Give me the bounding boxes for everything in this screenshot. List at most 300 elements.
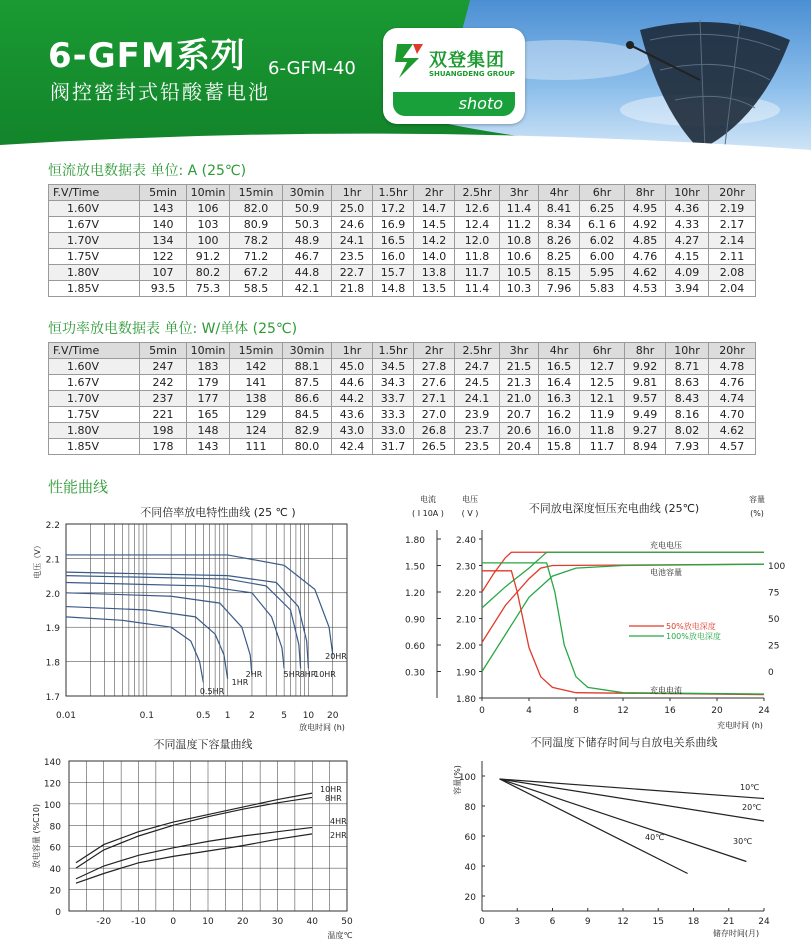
table-cell: 2.11	[709, 249, 756, 265]
table-cell: 87.5	[283, 375, 332, 391]
table-cell: 1.80V	[49, 423, 140, 439]
table-header-cell: 10hr	[666, 343, 709, 359]
table-cell: 11.4	[455, 281, 500, 297]
capacity-tick-label: 0	[768, 668, 774, 678]
table-cell: 25.0	[332, 201, 373, 217]
table-cell: 4.70	[709, 407, 756, 423]
series-line	[76, 827, 312, 878]
table-cell: 34.5	[373, 359, 414, 375]
table-cell: 221	[140, 407, 187, 423]
table-header-cell: 10min	[187, 343, 230, 359]
table-header-cell: 10hr	[666, 185, 709, 201]
x-tick-label: 21	[723, 917, 735, 927]
table-cell: 9.81	[625, 375, 666, 391]
series-line	[76, 797, 312, 868]
table-cell: 1.60V	[49, 359, 140, 375]
legend-label: 50%放电深度	[666, 622, 716, 631]
series-line	[482, 564, 764, 671]
x-tick-label: 18	[687, 917, 700, 927]
capacity-tick-label: 25	[768, 641, 780, 652]
table-row	[49, 249, 756, 265]
page-title: 6-GFM系列	[48, 36, 246, 76]
table-cell: 12.1	[580, 391, 625, 407]
series-label: 10HR	[314, 670, 336, 679]
y-tick-label: 120	[43, 779, 61, 790]
series-label: 10HR	[320, 785, 342, 794]
series-label: 2HR	[245, 670, 263, 679]
table-row	[49, 201, 756, 217]
table-cell: 27.0	[414, 407, 455, 423]
table-cell: 23.5	[455, 439, 500, 455]
table-header-cell: 15min	[230, 343, 283, 359]
table-cell: 86.6	[283, 391, 332, 407]
series-line	[500, 779, 764, 821]
y-tick-label: 80	[464, 803, 476, 813]
table-cell: 13.8	[414, 265, 455, 281]
series-label: 4HR	[330, 817, 347, 826]
x-tick-label: 3	[514, 917, 521, 927]
x-tick-label: 8	[573, 706, 579, 716]
y-tick-label: 2.2	[45, 521, 60, 531]
table-header-cell: 1.5hr	[373, 343, 414, 359]
voltage-tick-label: 2.20	[455, 589, 476, 599]
table-cell: 242	[140, 375, 187, 391]
y-tick-label: 1.8	[45, 658, 60, 669]
series-line	[482, 563, 764, 694]
voltage-axis-unit: ( V )	[461, 509, 479, 518]
table-cell: 4.09	[666, 265, 709, 281]
capacity-tick-label: 75	[768, 588, 780, 599]
table-cell: 27.1	[414, 391, 455, 407]
table-cell: 2.17	[709, 217, 756, 233]
company-logo	[383, 28, 525, 124]
y-tick-label: 2.0	[45, 589, 60, 600]
table-cell: 14.8	[373, 281, 414, 297]
table-cell: 134	[140, 233, 187, 249]
table-cell: 33.3	[373, 407, 414, 423]
current-tick-label: 1.20	[404, 589, 425, 599]
table-cell: 33.7	[373, 391, 414, 407]
table-cell: 23.5	[332, 249, 373, 265]
table-cell: 16.2	[539, 407, 580, 423]
current-tick-label: 1.50	[404, 562, 425, 573]
table-cell: 8.25	[539, 249, 580, 265]
table-header-cell: 3hr	[500, 185, 539, 201]
table-cell: 10.8	[500, 233, 539, 249]
table-cell: 8.71	[666, 359, 709, 375]
table-cell: 11.8	[455, 249, 500, 265]
x-tick-label: 24	[758, 706, 770, 716]
table-cell: 103	[187, 217, 230, 233]
table-cell: 4.57	[709, 439, 756, 455]
x-tick-label: 12	[617, 706, 629, 716]
table-cell: 4.74	[709, 391, 756, 407]
voltage-axis-label: 电压	[462, 495, 478, 504]
table-cell: 148	[187, 423, 230, 439]
table-cell: 91.2	[187, 249, 230, 265]
x-tick-label: 50	[341, 917, 353, 927]
table-cell: 27.8	[414, 359, 455, 375]
table-cell: 16.5	[373, 233, 414, 249]
table-cell: 16.4	[539, 375, 580, 391]
table-cell: 8.26	[539, 233, 580, 249]
table-cell: 2.19	[709, 201, 756, 217]
table-cell: 31.7	[373, 439, 414, 455]
table-cell: 1.85V	[49, 439, 140, 455]
table-header-cell: 1hr	[332, 185, 373, 201]
x-tick-label: 0.1	[139, 711, 154, 721]
table-cell: 7.93	[666, 439, 709, 455]
x-tick-label: 10	[302, 711, 315, 721]
voltage-tick-label: 1.80	[455, 695, 476, 705]
x-tick-label: 20	[327, 711, 339, 721]
table-cell: 4.76	[625, 249, 666, 265]
table-cell: 12.7	[580, 359, 625, 375]
table-cell: 179	[187, 375, 230, 391]
table-cell: 13.5	[414, 281, 455, 297]
table-header-cell: 15min	[230, 185, 283, 201]
table-header-cell: 4hr	[539, 343, 580, 359]
performance-curves-title: 性能曲线	[48, 478, 109, 496]
table-cell: 6.00	[580, 249, 625, 265]
x-tick-label: 12	[617, 917, 629, 927]
table-cell: 143	[187, 439, 230, 455]
table-cell: 93.5	[140, 281, 187, 297]
x-tick-label: 24	[758, 917, 770, 927]
table-cell: 8.94	[625, 439, 666, 455]
x-tick-label: 1	[224, 711, 231, 721]
table-cell: 1.70V	[49, 233, 140, 249]
y-axis-label: 容量(%)	[453, 765, 462, 795]
x-tick-label: 0	[479, 917, 485, 927]
table-cell: 46.7	[283, 249, 332, 265]
voltage-tick-label: 2.10	[455, 615, 476, 626]
table-cell: 6.1 6	[580, 217, 625, 233]
table-cell: 5.95	[580, 265, 625, 281]
series-label: 1HR	[231, 678, 249, 687]
y-tick-label: 20	[49, 886, 61, 897]
table-cell: 20.4	[500, 439, 539, 455]
series-line	[66, 617, 203, 682]
charging-curve-chart	[405, 494, 785, 730]
table-cell: 9.92	[625, 359, 666, 375]
series-label: 8HR	[299, 670, 317, 679]
plot-frame	[69, 761, 347, 911]
table-cell: 4.85	[625, 233, 666, 249]
table-row	[49, 407, 756, 423]
series-line	[66, 576, 301, 669]
table-cell: 143	[140, 201, 187, 217]
table-cell: 75.3	[187, 281, 230, 297]
table-row	[49, 359, 756, 375]
series-label: 40℃	[645, 833, 665, 842]
y-tick-label: 0	[55, 908, 61, 918]
table-cell: 82.9	[283, 423, 332, 439]
y-tick-label: 40	[49, 865, 61, 876]
table-cell: 50.3	[283, 217, 332, 233]
table-cell: 4.62	[709, 423, 756, 439]
table-cell: 247	[140, 359, 187, 375]
table-cell: 138	[230, 391, 283, 407]
table-cell: 42.1	[283, 281, 332, 297]
y-tick-label: 20	[464, 893, 476, 903]
table-cell: 8.63	[666, 375, 709, 391]
table-cell: 1.80V	[49, 265, 140, 281]
legend-label: 100%放电深度	[666, 632, 721, 641]
table-header-cell: 6hr	[580, 343, 625, 359]
series-line	[66, 593, 252, 676]
table-cell: 16.0	[373, 249, 414, 265]
current-tick-label: 0.60	[404, 642, 425, 652]
x-tick-label: 4	[526, 706, 532, 716]
table-cell: 44.6	[332, 375, 373, 391]
table-cell: 4.36	[666, 201, 709, 217]
series-line	[500, 779, 747, 862]
table-cell: 48.9	[283, 233, 332, 249]
table-cell: 16.0	[539, 423, 580, 439]
table-cell: 9.27	[625, 423, 666, 439]
constant-power-table-title: 恒功率放电数据表 单位: W/单体 (25℃)	[48, 321, 298, 337]
y-tick-label: 40	[464, 863, 476, 873]
series-label: 20HR	[325, 652, 347, 661]
table-cell: 12.5	[580, 375, 625, 391]
table-cell: 17.2	[373, 201, 414, 217]
table-header-cell: F.V/Time	[49, 343, 140, 359]
voltage-curve-label: 充电电压	[650, 541, 682, 550]
table-cell: 80.9	[230, 217, 283, 233]
constant-power-table	[48, 342, 756, 455]
voltage-tick-label: 2.40	[455, 536, 476, 546]
chart-title: 不同放电深度恒压充电曲线 (25℃)	[528, 502, 700, 515]
y-tick-label: 140	[43, 758, 61, 768]
table-cell: 24.1	[332, 233, 373, 249]
y-tick-label: 60	[464, 833, 476, 843]
x-tick-label: -10	[131, 917, 146, 927]
table-cell: 1.85V	[49, 281, 140, 297]
y-tick-label: 80	[49, 822, 61, 833]
table-cell: 4.33	[666, 217, 709, 233]
series-line	[76, 793, 312, 863]
x-axis-label: 充电时间 (h)	[717, 721, 763, 730]
table-cell: 33.0	[373, 423, 414, 439]
y-tick-label: 100	[458, 773, 476, 783]
table-cell: 1.75V	[49, 407, 140, 423]
table-header-cell: 2.5hr	[455, 343, 500, 359]
table-cell: 24.7	[455, 359, 500, 375]
table-cell: 8.02	[666, 423, 709, 439]
table-cell: 4.92	[625, 217, 666, 233]
table-cell: 15.8	[539, 439, 580, 455]
page-subtitle: 阀控密封式铅酸蓄电池	[50, 80, 270, 104]
table-cell: 2.08	[709, 265, 756, 281]
table-row	[49, 217, 756, 233]
table-cell: 106	[187, 201, 230, 217]
table-cell: 14.7	[414, 201, 455, 217]
table-cell: 10.6	[500, 249, 539, 265]
series-line	[66, 582, 284, 668]
table-row	[49, 375, 756, 391]
table-cell: 4.15	[666, 249, 709, 265]
x-tick-label: 0	[170, 917, 177, 927]
table-cell: 20.6	[500, 423, 539, 439]
table-cell: 4.53	[625, 281, 666, 297]
chart-title: 不同温度下储存时间与自放电关系曲线	[530, 736, 718, 749]
table-cell: 21.5	[500, 359, 539, 375]
x-tick-label: 9	[584, 917, 591, 927]
table-header-cell: 8hr	[625, 185, 666, 201]
table-cell: 178	[140, 439, 187, 455]
table-cell: 78.2	[230, 233, 283, 249]
table-cell: 44.8	[283, 265, 332, 281]
table-cell: 21.3	[500, 375, 539, 391]
table-cell: 1.60V	[49, 201, 140, 217]
table-header-cell: 2.5hr	[455, 185, 500, 201]
series-label: 8HR	[325, 794, 342, 803]
table-cell: 27.6	[414, 375, 455, 391]
table-cell: 16.5	[539, 359, 580, 375]
table-cell: 141	[230, 375, 283, 391]
table-cell: 50.9	[283, 201, 332, 217]
temperature-capacity-chart	[31, 737, 353, 940]
table-cell: 1.67V	[49, 375, 140, 391]
x-axis-label: 放电时间 (h)	[299, 723, 345, 732]
rate-discharge-chart	[32, 505, 347, 732]
x-tick-label: 16	[664, 706, 676, 716]
current-axis-unit: ( I 10A )	[412, 509, 444, 518]
capacity-axis-label: 容量	[749, 495, 765, 504]
table-header-cell: 2hr	[414, 343, 455, 359]
series-line	[482, 571, 764, 695]
table-cell: 4.27	[666, 233, 709, 249]
voltage-tick-label: 1.90	[455, 668, 476, 679]
x-tick-label: 0	[479, 706, 485, 716]
table-cell: 42.4	[332, 439, 373, 455]
table-cell: 4.62	[625, 265, 666, 281]
table-row	[49, 233, 756, 249]
x-tick-label: 10	[202, 917, 214, 927]
y-tick-label: 60	[49, 843, 61, 854]
constant-current-table	[48, 184, 756, 297]
table-cell: 6.02	[580, 233, 625, 249]
table-cell: 71.2	[230, 249, 283, 265]
table-cell: 44.2	[332, 391, 373, 407]
table-cell: 9.57	[625, 391, 666, 407]
series-label: 5HR	[283, 670, 301, 679]
logo-cn-text: 双登集团	[429, 50, 505, 71]
plot-frame	[66, 524, 347, 696]
current-axis-label: 电流	[420, 495, 436, 504]
table-cell: 16.3	[539, 391, 580, 407]
table-cell: 5.83	[580, 281, 625, 297]
logo-brand: shoto	[393, 92, 515, 116]
table-cell: 107	[140, 265, 187, 281]
table-cell: 142	[230, 359, 283, 375]
x-axis-label: 温度℃	[327, 931, 353, 940]
voltage-tick-label: 2.00	[455, 642, 476, 652]
table-cell: 24.5	[455, 375, 500, 391]
table-cell: 198	[140, 423, 187, 439]
table-cell: 8.43	[666, 391, 709, 407]
table-cell: 58.5	[230, 281, 283, 297]
table-header-row	[49, 185, 756, 201]
table-cell: 11.4	[500, 201, 539, 217]
table-header-cell: 8hr	[625, 343, 666, 359]
model-number: 6-GFM-40	[268, 58, 356, 79]
table-cell: 11.9	[580, 407, 625, 423]
y-axis-label: 电压（V）	[33, 541, 42, 579]
chart-title: 不同温度下容量曲线	[153, 738, 253, 751]
table-cell: 2.14	[709, 233, 756, 249]
voltage-tick-label: 2.30	[455, 562, 476, 573]
table-header-cell: 2hr	[414, 185, 455, 201]
table-cell: 8.34	[539, 217, 580, 233]
current-tick-label: 0.90	[404, 615, 425, 626]
x-tick-label: 40	[306, 917, 318, 927]
x-axis-label: 储存时间(月)	[712, 929, 760, 938]
table-row	[49, 423, 756, 439]
table-cell: 8.41	[539, 201, 580, 217]
table-cell: 84.5	[283, 407, 332, 423]
table-cell: 11.2	[500, 217, 539, 233]
table-cell: 111	[230, 439, 283, 455]
table-row	[49, 391, 756, 407]
table-cell: 140	[140, 217, 187, 233]
table-cell: 6.25	[580, 201, 625, 217]
table-cell: 88.1	[283, 359, 332, 375]
table-cell: 21.8	[332, 281, 373, 297]
x-tick-label: 20	[237, 917, 249, 927]
table-header-cell: 4hr	[539, 185, 580, 201]
y-tick-label: 1.9	[45, 624, 60, 635]
table-cell: 183	[187, 359, 230, 375]
table-cell: 12.4	[455, 217, 500, 233]
table-cell: 3.94	[666, 281, 709, 297]
table-cell: 11.7	[580, 439, 625, 455]
table-cell: 15.7	[373, 265, 414, 281]
series-label: 30℃	[733, 837, 753, 846]
table-cell: 100	[187, 233, 230, 249]
current-tick-label: 1.80	[404, 536, 425, 546]
series-line	[66, 555, 333, 655]
table-cell: 82.0	[230, 201, 283, 217]
current-curve-label: 充电电流	[650, 686, 682, 695]
table-cell: 8.16	[666, 407, 709, 423]
table-row	[49, 439, 756, 455]
table-cell: 2.04	[709, 281, 756, 297]
constant-current-table-title: 恒流放电数据表 单位: A (25℃)	[48, 163, 247, 179]
table-header-cell: 3hr	[500, 343, 539, 359]
x-tick-label: 2	[249, 711, 255, 721]
table-header-cell: 20hr	[709, 185, 756, 201]
table-cell: 11.8	[580, 423, 625, 439]
header-banner	[0, 0, 811, 158]
capacity-tick-label: 50	[768, 615, 780, 625]
table-cell: 1.70V	[49, 391, 140, 407]
table-cell: 1.67V	[49, 217, 140, 233]
series-line	[482, 564, 764, 642]
x-tick-label: 0.5	[196, 711, 211, 721]
table-header-cell: 30min	[283, 185, 332, 201]
table-cell: 7.96	[539, 281, 580, 297]
y-tick-label: 1.7	[45, 693, 60, 703]
series-label: 10℃	[740, 783, 760, 792]
table-header-cell: 1hr	[332, 343, 373, 359]
current-tick-label: 0.30	[404, 668, 425, 679]
table-cell: 24.1	[455, 391, 500, 407]
series-label: 0.5HR	[199, 687, 225, 696]
series-line	[500, 779, 688, 874]
table-cell: 80.0	[283, 439, 332, 455]
